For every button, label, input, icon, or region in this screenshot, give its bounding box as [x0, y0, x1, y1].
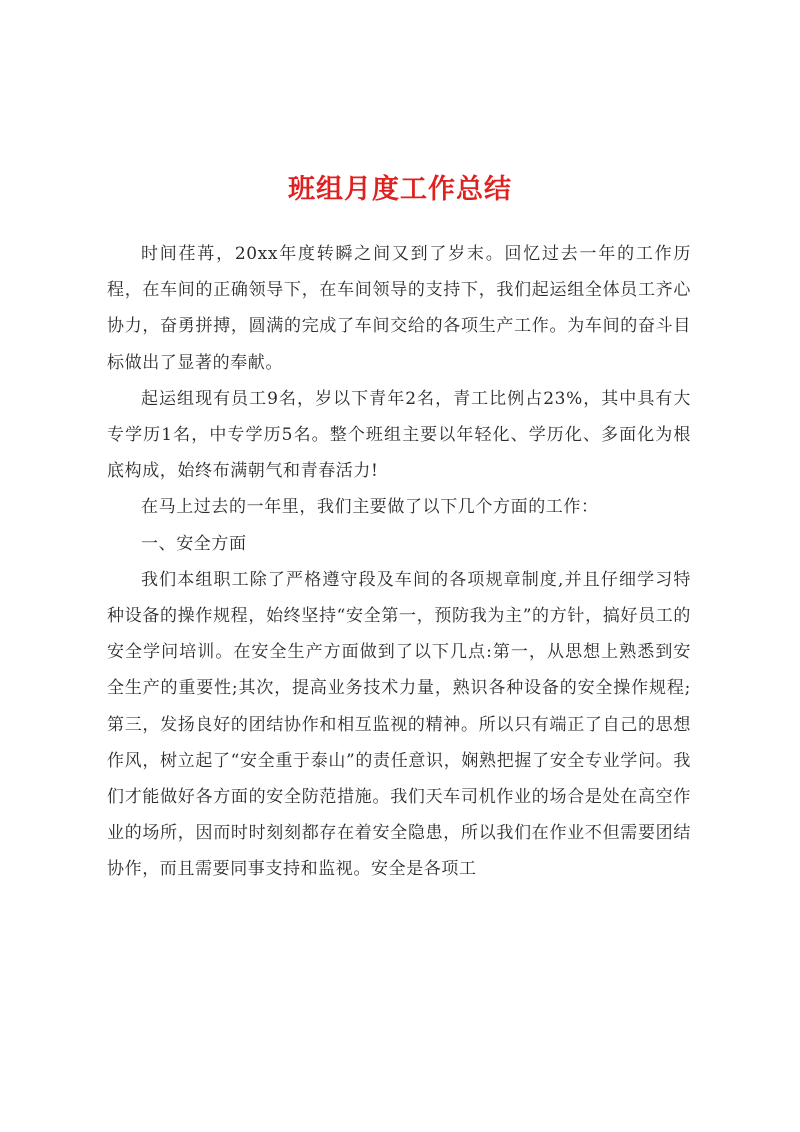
- document-title: 班组月度工作总结: [288, 174, 512, 205]
- paragraph-team-composition: 起运组现有员工9名，岁以下青年2名，青工比例占23%，其中具有大专学历1名，中专学历5名。整个班组主要以年轻化、学历化、多面化为根底构成，始终布满朝气和青春活力!: [107, 388, 691, 482]
- paragraph-intro: 时间荏苒，20xx年度转瞬之间又到了岁末。回忆过去一年的工作历程，在车间的正确领导下，在车间领导的支持下，我们起运组全体员工齐心协力，奋勇拼搏，圆满的完成了车间交给的各项生产工作。为车间的奋斗目标做出了显著的奉献。: [107, 244, 691, 373]
- paragraph-safety: 我们本组职工除了严格遵守段及车间的各项规章制度,并且仔细学习特种设备的操作规程，始终坚持“安全第一，预防我为主”的方针，搞好员工的安全学问培训。在安全生产方面做到了以下几点:第一，从思想上熟悉到安全生产的重要性;其次，提高业务技术力量，熟识各种设备的安全操作规程;第三，发扬良好的团结协作和相互监视的精神。所以只有端正了自己的思想作风，树立起了“安全重于泰山”的责任意识，娴熟把握了安全专业学问。我们才能做好各方面的安全防范措施。我们天车司机作业的场合是处在高空作业的场所，因而时时刻刻都存在着安全隐患，所以我们在作业不但需要团结协作，而且需要同事支持和监视。安全是各项工: [107, 569, 691, 880]
- document-body: [107, 236, 691, 888]
- section-heading-safety: 一、安全方面: [141, 533, 247, 554]
- paragraph-work-overview: 在马上过去的一年里，我们主要做了以下几个方面的工作：: [141, 497, 599, 518]
